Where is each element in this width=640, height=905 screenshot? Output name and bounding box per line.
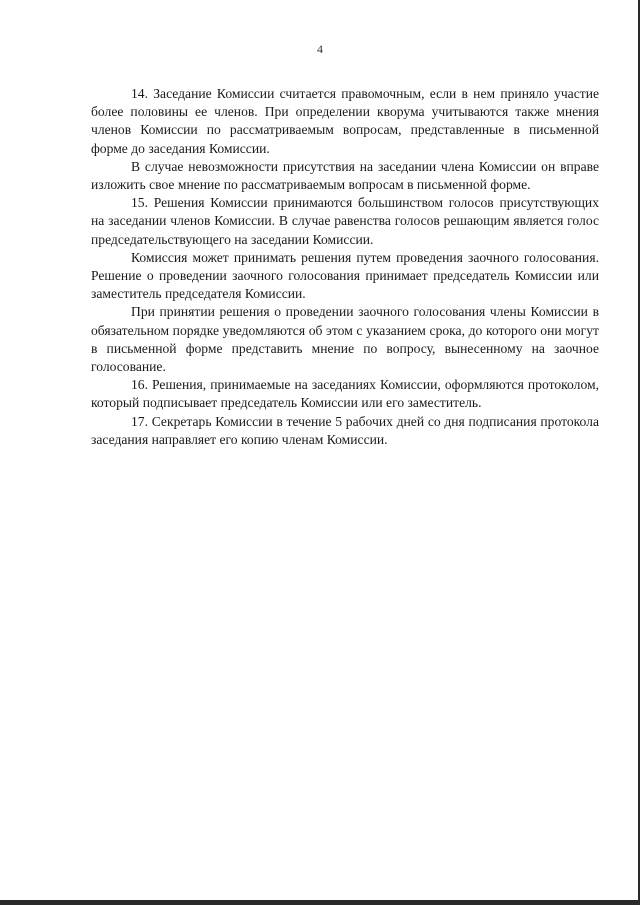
page-number: 4: [317, 42, 323, 56]
paragraph-15-absentee-vote: Комиссия может принимать решения путем проведения заочного голосования. Решение о проведении заочного голосования принимает председатель Комиссии или заместитель председателя Комиссии.: [91, 249, 599, 302]
paragraph-16: 16. Решения, принимаемые на заседаниях Комиссии, оформляются протоколом, который подписывает председатель Комиссии или его заместитель.: [91, 377, 599, 411]
paragraph-14-absence: В случае невозможности присутствия на заседании члена Комиссии он вправе изложить свое мнение по рассматриваемым вопросам в письменной форме.: [91, 158, 599, 193]
scan-edge-bottom: [0, 900, 640, 905]
paragraph-17: 17. Секретарь Комиссии в течение 5 рабочих дней со дня подписания протокола заседания направляет его копию членам Комиссии.: [91, 413, 599, 447]
paragraph-15-notification: При принятии решения о проведении заочного голосования члены Комиссии в обязательном порядке уведомляются об этом с указанием срока, до которого они могут в письменной форме представить мнение по вопросу, вынесенному на заочное голосование.: [91, 304, 599, 375]
paragraph-14: 14. Заседание Комиссии считается правомочным, если в нем приняло участие более половины ее членов. При определении кворума учитываются также мнения членов Комиссии по рассматриваемым вопросам, представленные в письменной форме до заседания Комиссии.: [91, 86, 599, 156]
document-body: [91, 85, 599, 449]
paragraph-15: 15. Решения Комиссии принимаются большинством голосов присутствующих на заседании членов Комиссии. В случае равенства голосов решающим является голос председательствующего на заседании Комиссии.: [91, 195, 599, 247]
